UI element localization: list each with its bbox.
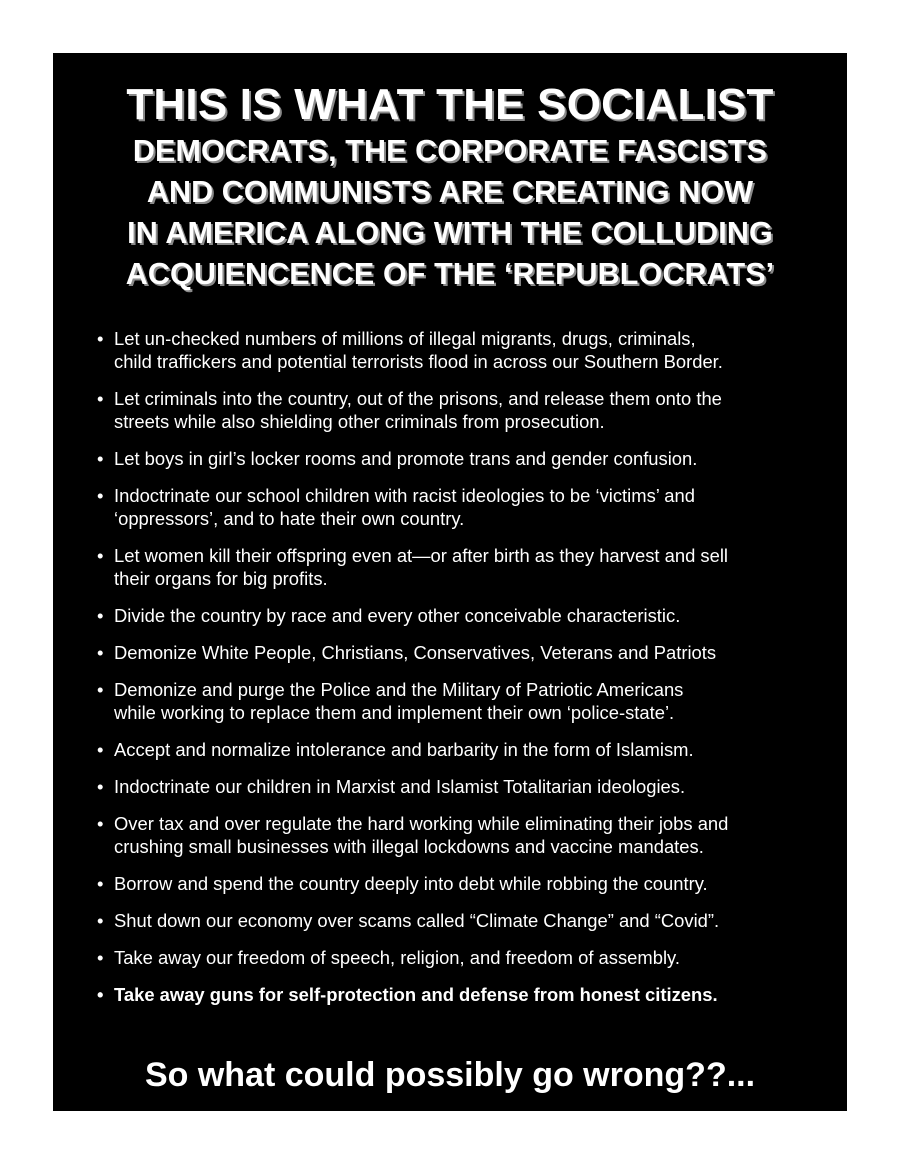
bullet-icon: • <box>97 910 104 931</box>
bullet-icon: • <box>97 642 104 663</box>
list-item <box>97 872 837 895</box>
list-item-line: Demonize White People, Christians, Conservatives, Veterans and Patriots <box>114 642 717 663</box>
headline-line-3: AND COMMUNISTS ARE CREATING NOW <box>146 175 754 209</box>
bullet-icon: • <box>97 605 104 626</box>
list-item-line: Take away guns for self-protection and defense from honest citizens. <box>114 984 718 1005</box>
bullet-icon: • <box>97 679 104 700</box>
list-item-line: ‘oppressors’, and to hate their own country. <box>114 508 465 529</box>
list-item-line: streets while also shielding other criminals from prosecution. <box>114 411 605 432</box>
list-item-line: Divide the country by race and every other conceivable characteristic. <box>114 605 681 626</box>
list-item-line: Demonize and purge the Police and the Military of Patriotic Americans <box>114 679 684 700</box>
list-item <box>97 604 837 627</box>
headline-line-1: THIS IS WHAT THE SOCIALIST <box>126 80 774 129</box>
headline <box>53 79 847 295</box>
list-item <box>97 447 837 470</box>
list-item-line: Let criminals into the country, out of the prisons, and release them onto the <box>114 388 722 409</box>
list-item-line: Let un-checked numbers of millions of illegal migrants, drugs, criminals, <box>114 328 696 349</box>
bullet-icon: • <box>97 545 104 566</box>
list-item <box>97 946 837 969</box>
list-item-line: while working to replace them and implement their own ‘police-state’. <box>114 702 675 723</box>
list-item <box>97 983 837 1006</box>
list-item-line: child traffickers and potential terrorists flood in across our Southern Border. <box>114 351 723 372</box>
bullet-icon: • <box>97 328 104 349</box>
list-item <box>97 678 837 724</box>
list-item <box>97 775 837 798</box>
bullet-icon: • <box>97 739 104 760</box>
bullet-icon: • <box>97 873 104 894</box>
list-item-line: Let boys in girl’s locker rooms and promote trans and gender confusion. <box>114 448 698 469</box>
list-item-line: Indoctrinate our children in Marxist and Islamist Totalitarian ideologies. <box>114 776 686 797</box>
bullet-icon: • <box>97 448 104 469</box>
list-item-line: Indoctrinate our school children with racist ideologies to be ‘victims’ and <box>114 485 695 506</box>
list-item <box>97 812 837 858</box>
list-item <box>97 327 837 373</box>
list-item-line: crushing small businesses with illegal lockdowns and vaccine mandates. <box>114 836 704 857</box>
flyer-panel <box>53 53 847 1111</box>
list-item-line: Take away our freedom of speech, religion, and freedom of assembly. <box>114 947 680 968</box>
headline-line-4: IN AMERICA ALONG WITH THE COLLUDING <box>127 216 773 250</box>
list-item <box>97 387 837 433</box>
list-item-line: Accept and normalize intolerance and barbarity in the form of Islamism. <box>114 739 694 760</box>
list-item <box>97 641 837 664</box>
list-item <box>97 738 837 761</box>
bullet-icon: • <box>97 984 104 1005</box>
bullet-icon: • <box>97 776 104 797</box>
list-item-line: Over tax and over regulate the hard working while eliminating their jobs and <box>114 813 729 834</box>
list-item <box>97 909 837 932</box>
list-item <box>97 484 837 530</box>
list-item-line: Let women kill their offspring even at—or after birth as they harvest and sell <box>114 545 729 566</box>
list-item-line: their organs for big profits. <box>114 568 328 589</box>
bullet-icon: • <box>97 388 104 409</box>
list-item-line: Shut down our economy over scams called “Climate Change” and “Covid”. <box>114 910 720 931</box>
headline-line-5: ACQUIENCENCE OF THE ‘REPUBLOCRATS’ <box>125 257 775 291</box>
bullet-icon: • <box>97 947 104 968</box>
closing-line: So what could possibly go wrong??... <box>144 1056 756 1094</box>
bullet-icon: • <box>97 813 104 834</box>
headline-line-2: DEMOCRATS, THE CORPORATE FASCISTS <box>132 134 768 168</box>
bullet-list <box>97 327 837 1020</box>
bullet-icon: • <box>97 485 104 506</box>
list-item-line: Borrow and spend the country deeply into debt while robbing the country. <box>114 873 708 894</box>
list-item <box>97 544 837 590</box>
